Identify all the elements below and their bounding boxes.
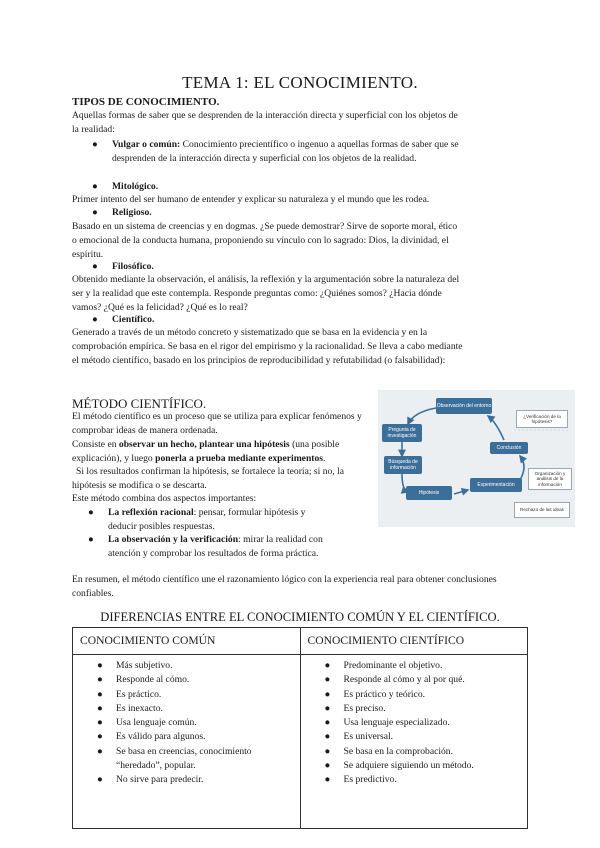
term-reflexion: La reflexión racional xyxy=(108,507,194,518)
arrow-conclusion-observacion xyxy=(488,416,504,440)
list-cientifico xyxy=(307,659,522,788)
table-row xyxy=(73,655,528,829)
arrow-experimentacion-conclusion xyxy=(520,456,524,480)
text-religioso: Basado en un sistema de creencias y en dogmas. ¿Se puede demostrar? Sirve de soporte moral, ético o emocional de la conducta humana, proponiendo su vínculo con lo sagrado: Dios, la divinidad, el espíritu. xyxy=(72,221,458,260)
column-header-comun: CONOCIMIENTO COMÚN xyxy=(73,628,301,655)
list-item: ● Más subjetivo. xyxy=(97,660,173,671)
list-item: ● Es válido para algunos. xyxy=(97,731,206,743)
text-vulgar: Conocimiento precientífico o ingenuo a aquellas formas de saber que se desprenden de la interacción directa y superficial con los objetos de la realidad. xyxy=(112,139,459,164)
bullet-dot: ● xyxy=(92,207,98,218)
bullet-dot: ● xyxy=(92,139,98,150)
node-pregunta: Pregunta de investigación xyxy=(382,424,422,442)
term-vulgar: Vulgar o común: xyxy=(112,139,181,150)
text-cientifico: Generado a través de un método concreto y sistematizado que se basa en la evidencia y en la comprobación empírica. Se basa en el rigor del empirismo y la racionalidad. Se lleva a cabo mediante el método científico, basado en los principios de reproducibilidad y refutabilidad (o falsabilidad): xyxy=(72,327,463,366)
list-item: ● Usa lenguaje común. xyxy=(97,717,197,729)
list-item: ● Es práctico. xyxy=(97,688,162,700)
bullet-vulgar xyxy=(92,138,467,166)
list-item: ● Es preciso. xyxy=(324,702,386,714)
node-hipotesis: Hipótesis xyxy=(406,486,452,500)
list-item: ● Predominante el objetivo. xyxy=(324,660,443,671)
metodo-p3: Si los resultados confirman la hipótesis, se fortalece la teoría; si no, la hipótesis se modifica o se descarta. xyxy=(72,466,345,491)
arrow-hipotesis-experimentacion xyxy=(454,490,468,494)
node-observacion: Observación del entorno xyxy=(436,398,492,414)
bullet-dot: ● xyxy=(92,314,98,325)
scientific-method-diagram xyxy=(378,390,575,527)
section-heading-tipos: TIPOS DE CONOCIMIENTO. xyxy=(72,96,220,108)
term-observacion: La observación y la verificación xyxy=(108,534,239,545)
column-header-cientifico: CONOCIMIENTO CIENTÍFICO xyxy=(300,628,528,655)
metodo-p2 xyxy=(72,438,372,466)
bullet-dot: ● xyxy=(88,534,94,545)
list-item: ● Es práctico y teórico. xyxy=(324,688,426,700)
bullet-mitologico xyxy=(92,180,159,194)
page-title: TEMA 1: EL CONOCIMIENTO. xyxy=(182,73,418,92)
list-item: ● Responde al cómo. xyxy=(97,674,190,686)
term-religioso: Religioso. xyxy=(112,207,152,218)
term-mitologico: Mitológico. xyxy=(112,181,159,192)
note-organizacion: Organización y análisis de la información xyxy=(528,468,572,490)
text-reflexion: : pensar, formular hipótesis y deducir posibles respuestas. xyxy=(108,507,306,532)
metodo-p2-d: ponerla a prueba mediante experimentos xyxy=(155,453,324,464)
list-item: ● Es universal. xyxy=(324,731,394,743)
bullet-reflexion xyxy=(88,506,330,534)
bullet-filosofico xyxy=(92,260,154,274)
metodo-p2-c: (una posible explicación), y luego xyxy=(72,439,340,464)
list-item: ● Es inexacto. xyxy=(97,702,163,714)
bullet-cientifico xyxy=(92,313,155,327)
list-item: ● Es predictivo. xyxy=(324,774,397,786)
table-header-row xyxy=(73,628,528,655)
note-rechazo: Rechazo de las ideas xyxy=(514,502,570,518)
metodo-p2-e: . xyxy=(323,453,326,464)
list-item: ● Responde al cómo y al por qué. xyxy=(324,674,465,686)
note-verificacion: ¿Verificación de la hipótesis? xyxy=(516,410,568,428)
cell-cientifico xyxy=(300,655,528,829)
list-item: ● Usa lenguaje especializado. xyxy=(324,717,450,729)
cell-comun xyxy=(73,655,301,829)
node-experimentacion: Experimentación xyxy=(470,478,522,492)
text-filosofico: Obtenido mediante la observación, el análisis, la reflexión y la argumentación sobre la naturaleza del ser y la realidad que este contempla. Responde preguntas como: ¿Quiénes somos? ¿Hacia dónde vamos? ¿Qué es la felicidad? ¿Qué es lo real? xyxy=(72,274,460,313)
list-comun xyxy=(79,659,294,788)
metodo-p2-b: observar un hecho, plantear una hipótesis xyxy=(118,439,290,450)
list-item: ● Se basa en creencias, conocimiento “heredado”, popular. xyxy=(97,745,252,772)
metodo-p1: El método científico es un proceso que se utiliza para explicar fenómenos y comprobar ideas de manera ordenada. xyxy=(72,411,362,436)
text-observacion: : mirar la realidad con atención y comprobar los resultados de forma práctica. xyxy=(108,534,323,559)
bullet-dot: ● xyxy=(88,507,94,518)
term-cientifico: Científico. xyxy=(112,314,155,325)
list-item: ● Se adquiere siguiendo un método. xyxy=(324,760,474,772)
term-filosofico: Filosófico. xyxy=(112,261,154,272)
section-heading-metodo: MÉTODO CIENTÍFICO. xyxy=(72,396,207,411)
bullet-dot: ● xyxy=(92,181,98,192)
node-busqueda: Búsqueda de información xyxy=(384,456,422,474)
bullet-religioso xyxy=(92,206,152,220)
node-conclusion: Conclusión xyxy=(490,442,528,454)
list-item: ● Se basa en la comprobación. xyxy=(324,745,453,757)
tipos-intro: Aquellas formas de saber que se desprenden de la interacción directa y superficial con los objetos de la realidad: xyxy=(72,110,458,135)
bullet-observacion xyxy=(88,533,330,561)
bullet-dot: ● xyxy=(92,261,98,272)
section-heading-diferencias: DIFERENCIAS ENTRE EL CONOCIMIENTO COMÚN Y EL CIENTÍFICO. xyxy=(100,610,500,624)
metodo-p4: Este método combina dos aspectos importantes: xyxy=(72,493,257,504)
arrow-observacion-pregunta xyxy=(408,408,436,424)
comparison-table xyxy=(72,627,528,829)
metodo-p2-a: Consiste en xyxy=(72,439,119,450)
text-mitologico: Primer intento del ser humano de entender y explicar su naturaleza y el mundo que les rodea. xyxy=(72,194,430,205)
list-item: ● No sirve para predecir. xyxy=(97,774,204,786)
metodo-summary: En resumen, el método científico une el razonamiento lógico con la experiencia real para obtener conclusiones confiables. xyxy=(72,574,497,599)
